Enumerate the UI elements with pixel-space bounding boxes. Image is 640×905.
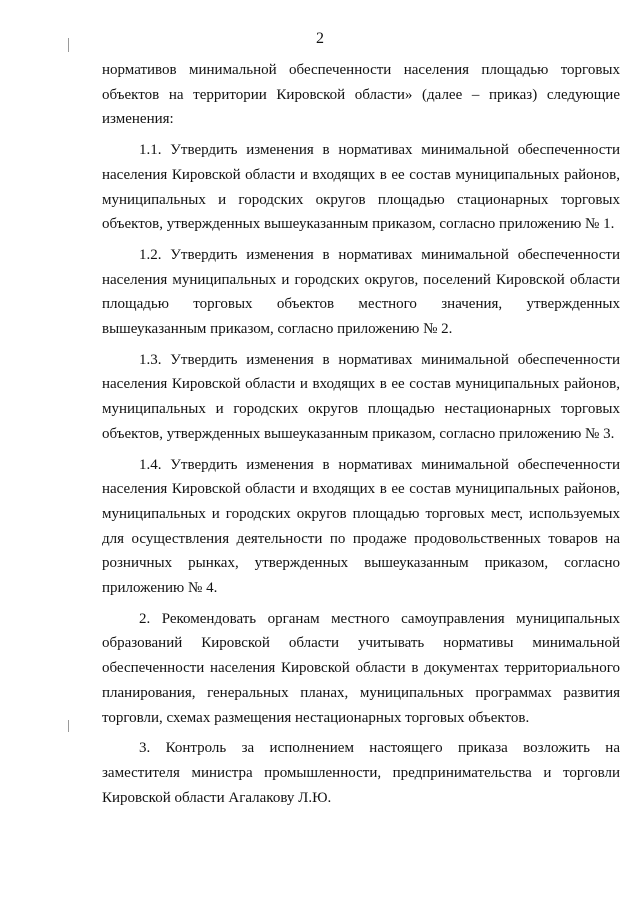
- paragraph-item-2: 2. Рекомендовать органам местного самоуправления муниципальных образований Кировской области учитывать нормативы минимальной обеспеченности населения Кировской области в документах территориального планирования, генеральных планах, муниципальных программах развития торговли, схемах размещения нестационарных торговых объектов.: [102, 610, 620, 726]
- paragraph-item-1-3: 1.3. Утвердить изменения в нормативах минимальной обеспеченности населения Кировской области и входящих в ее состав муниципальных районов, муниципальных и городских округов площадью нестационарных торговых объектов, утвержденных вышеуказанным приказом, согласно приложению № 3.: [102, 351, 620, 442]
- paragraph-item-1-4: 1.4. Утвердить изменения в нормативах минимальной обеспеченности населения Кировской области и входящих в ее состав муниципальных районов, муниципальных и городских округов площадью торговых мест, используемых для осуществления деятельности по продаже продовольственных товаров на розничных рынках, утвержденных вышеуказанным приказом, согласно приложению № 4.: [102, 456, 620, 597]
- page-number: 2: [316, 30, 324, 47]
- paragraph-item-3: 3. Контроль за исполнением настоящего приказа возложить на заместителя министра промышленности, предпринимательства и торговли Кировской области Агалакову Л.Ю.: [102, 740, 620, 806]
- scan-mark: [68, 720, 69, 732]
- paragraph-item-1-1: 1.1. Утвердить изменения в нормативах минимальной обеспеченности населения Кировской области и входящих в ее состав муниципальных районов, муниципальных и городских округов площадью стационарных торговых объектов, утвержденных вышеуказанным приказом, согласно приложению № 1.: [102, 142, 620, 233]
- paragraph-item-1-2: 1.2. Утвердить изменения в нормативах минимальной обеспеченности населения муниципальных и городских округов, поселений Кировской области площадью торговых объектов местного значения, утвержденных вышеуказанным приказом, согласно приложению № 2.: [102, 246, 620, 338]
- document-body: [102, 58, 620, 816]
- paragraph-continuation: нормативов минимальной обеспеченности населения площадью торговых объектов на территории Кировской области» (далее – приказ) следующие изменения:: [102, 62, 620, 128]
